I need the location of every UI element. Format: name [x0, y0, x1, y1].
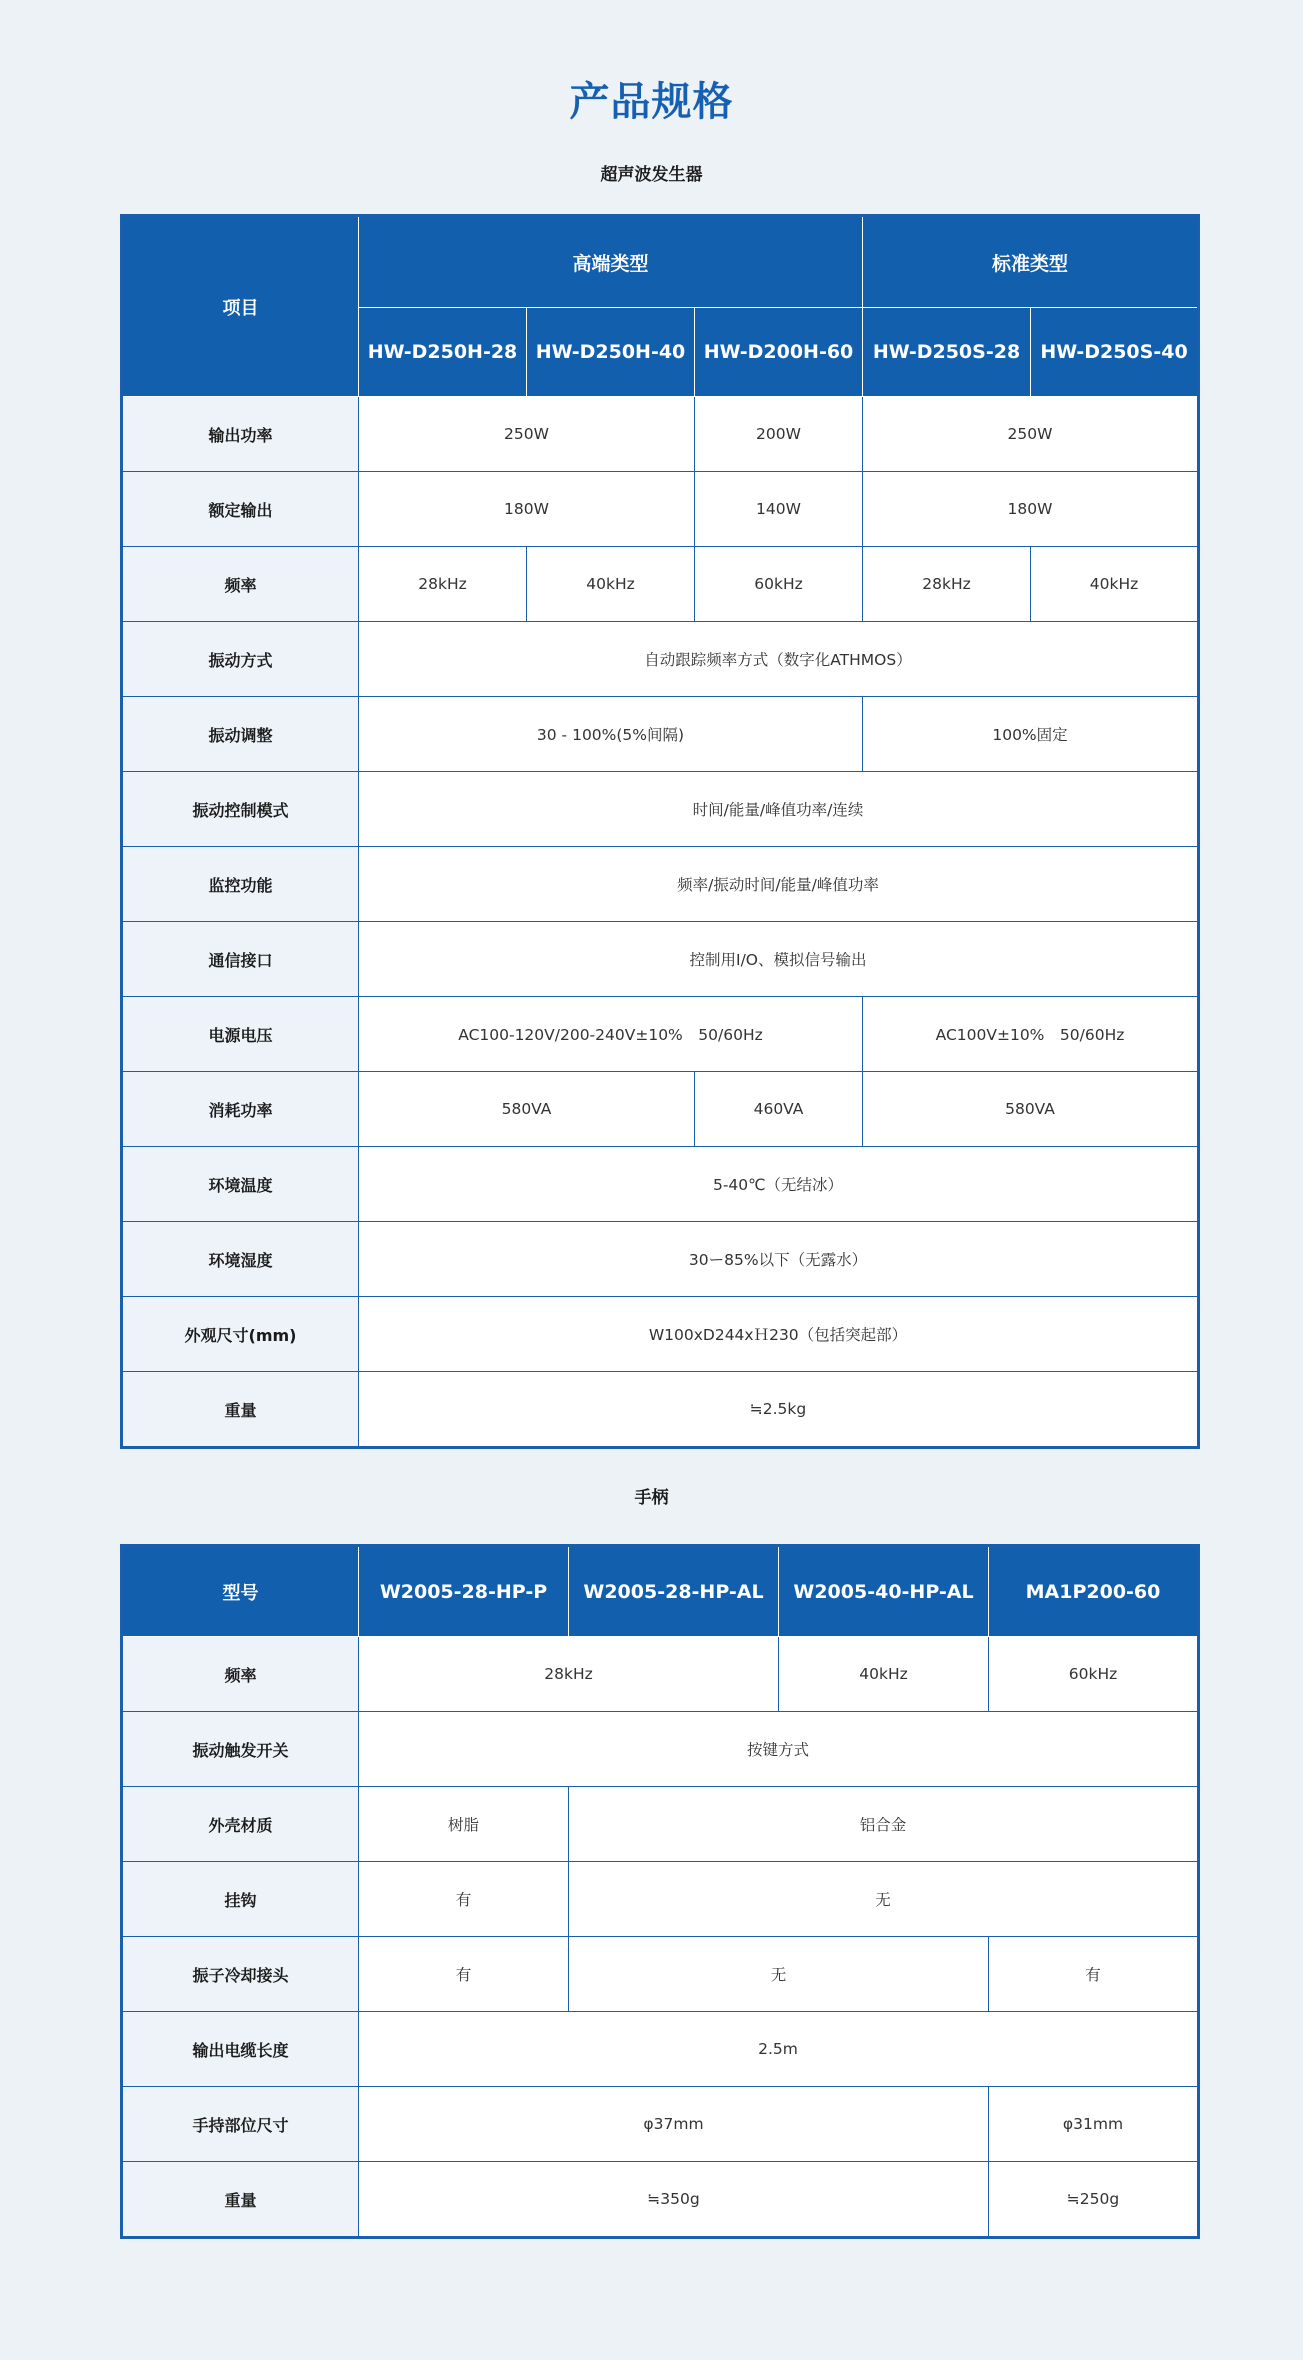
handle-spec-table	[120, 1544, 1200, 2239]
spec-value: 460VA	[695, 1072, 863, 1147]
spec-value: W100xD244xＨ230（包括突起部）	[359, 1297, 1199, 1372]
spec-value: AC100V±10% 50/60Hz	[863, 997, 1199, 1072]
spec-value: 按键方式	[359, 1712, 1199, 1787]
spec-value: 580VA	[359, 1072, 695, 1147]
table-row	[122, 847, 1199, 922]
spec-value: 28kHz	[359, 1637, 779, 1712]
table-row	[122, 1637, 1199, 1712]
header-model: W2005-28-HP-P	[359, 1546, 569, 1637]
row-label: 频率	[122, 1637, 359, 1712]
header-model: HW-D200H-60	[695, 308, 863, 397]
header-model: HW-D250H-40	[527, 308, 695, 397]
table-row	[122, 997, 1199, 1072]
spec-value: 时间/能量/峰值功率/连续	[359, 772, 1199, 847]
spec-value: ≒250g	[989, 2162, 1199, 2238]
generator-spec-table	[120, 214, 1200, 1449]
table-row	[122, 1147, 1199, 1222]
table-row	[122, 697, 1199, 772]
table-row	[122, 2087, 1199, 2162]
spec-value: 100%固定	[863, 697, 1199, 772]
table-row	[122, 547, 1199, 622]
spec-value: 30 - 100%(5%间隔)	[359, 697, 863, 772]
spec-value: 有	[989, 1937, 1199, 2012]
table-row	[122, 772, 1199, 847]
table-row	[122, 472, 1199, 547]
header-model-label: 型号	[122, 1546, 359, 1637]
spec-value: 树脂	[359, 1787, 569, 1862]
table-row	[122, 1787, 1199, 1862]
header-model: W2005-28-HP-AL	[569, 1546, 779, 1637]
table-row	[122, 622, 1199, 697]
spec-value: 60kHz	[989, 1637, 1199, 1712]
header-model: HW-D250H-28	[359, 308, 527, 397]
row-label: 环境湿度	[122, 1222, 359, 1297]
header-model: HW-D250S-40	[1031, 308, 1199, 397]
section-title-handle: 手柄	[634, 1488, 669, 1508]
row-label: 振动调整	[122, 697, 359, 772]
spec-value: 控制用I/O、模拟信号输出	[359, 922, 1199, 997]
header-model: MA1P200-60	[989, 1546, 1199, 1637]
table-row	[122, 397, 1199, 472]
header-group-standard: 标准类型	[863, 216, 1199, 308]
spec-value: 自动跟踪频率方式（数字化ATHMOS）	[359, 622, 1199, 697]
spec-value: 无	[569, 1937, 989, 2012]
spec-value: 180W	[359, 472, 695, 547]
spec-value: φ31mm	[989, 2087, 1199, 2162]
row-label: 外壳材质	[122, 1787, 359, 1862]
row-label: 重量	[122, 1372, 359, 1448]
spec-value: ≒350g	[359, 2162, 989, 2238]
spec-value: 28kHz	[863, 547, 1031, 622]
row-label: 手持部位尺寸	[122, 2087, 359, 2162]
spec-value: 40kHz	[1031, 547, 1199, 622]
row-label: 重量	[122, 2162, 359, 2238]
row-label: 挂钩	[122, 1862, 359, 1937]
spec-value: 580VA	[863, 1072, 1199, 1147]
row-label: 输出电缆长度	[122, 2012, 359, 2087]
header-item: 项目	[122, 216, 359, 397]
row-label: 额定输出	[122, 472, 359, 547]
spec-value: 30ー85%以下（无露水）	[359, 1222, 1199, 1297]
spec-value: 无	[569, 1862, 1199, 1937]
row-label: 振动控制模式	[122, 772, 359, 847]
row-label: 监控功能	[122, 847, 359, 922]
spec-value: 有	[359, 1862, 569, 1937]
row-label: 频率	[122, 547, 359, 622]
page-title: 产品规格	[569, 79, 734, 125]
table-row	[122, 2012, 1199, 2087]
table-row	[122, 922, 1199, 997]
table-row	[122, 1862, 1199, 1937]
spec-value: 40kHz	[779, 1637, 989, 1712]
table-row	[122, 1712, 1199, 1787]
section-title-generator: 超声波发生器	[600, 165, 703, 185]
row-label: 电源电压	[122, 997, 359, 1072]
table-row	[122, 1372, 1199, 1448]
table-row	[122, 1297, 1199, 1372]
table-row	[122, 1937, 1199, 2012]
table-row	[122, 1222, 1199, 1297]
spec-value: 140W	[695, 472, 863, 547]
row-label: 振子冷却接头	[122, 1937, 359, 2012]
handle-table-body	[122, 1637, 1199, 2238]
row-label: 外观尺寸(mm)	[122, 1297, 359, 1372]
spec-value: 200W	[695, 397, 863, 472]
generator-table-body	[122, 397, 1199, 1448]
header-model: HW-D250S-28	[863, 308, 1031, 397]
spec-value: φ37mm	[359, 2087, 989, 2162]
spec-value: 28kHz	[359, 547, 527, 622]
spec-value: 铝合金	[569, 1787, 1199, 1862]
table-row	[122, 2162, 1199, 2238]
spec-value: 2.5m	[359, 2012, 1199, 2087]
header-group-premium: 高端类型	[359, 216, 863, 308]
spec-value: 250W	[359, 397, 695, 472]
spec-value: 60kHz	[695, 547, 863, 622]
spec-value: 250W	[863, 397, 1199, 472]
row-label: 通信接口	[122, 922, 359, 997]
spec-value: 有	[359, 1937, 569, 2012]
spec-value: 5-40℃（无结冰）	[359, 1147, 1199, 1222]
spec-value: 180W	[863, 472, 1199, 547]
spec-value: ≒2.5kg	[359, 1372, 1199, 1448]
spec-value: 40kHz	[527, 547, 695, 622]
spec-value: 频率/振动时间/能量/峰值功率	[359, 847, 1199, 922]
spec-value: AC100-120V/200-240V±10% 50/60Hz	[359, 997, 863, 1072]
row-label: 输出功率	[122, 397, 359, 472]
row-label: 振动方式	[122, 622, 359, 697]
header-model: W2005-40-HP-AL	[779, 1546, 989, 1637]
table-row	[122, 1072, 1199, 1147]
row-label: 振动触发开关	[122, 1712, 359, 1787]
row-label: 消耗功率	[122, 1072, 359, 1147]
row-label: 环境温度	[122, 1147, 359, 1222]
